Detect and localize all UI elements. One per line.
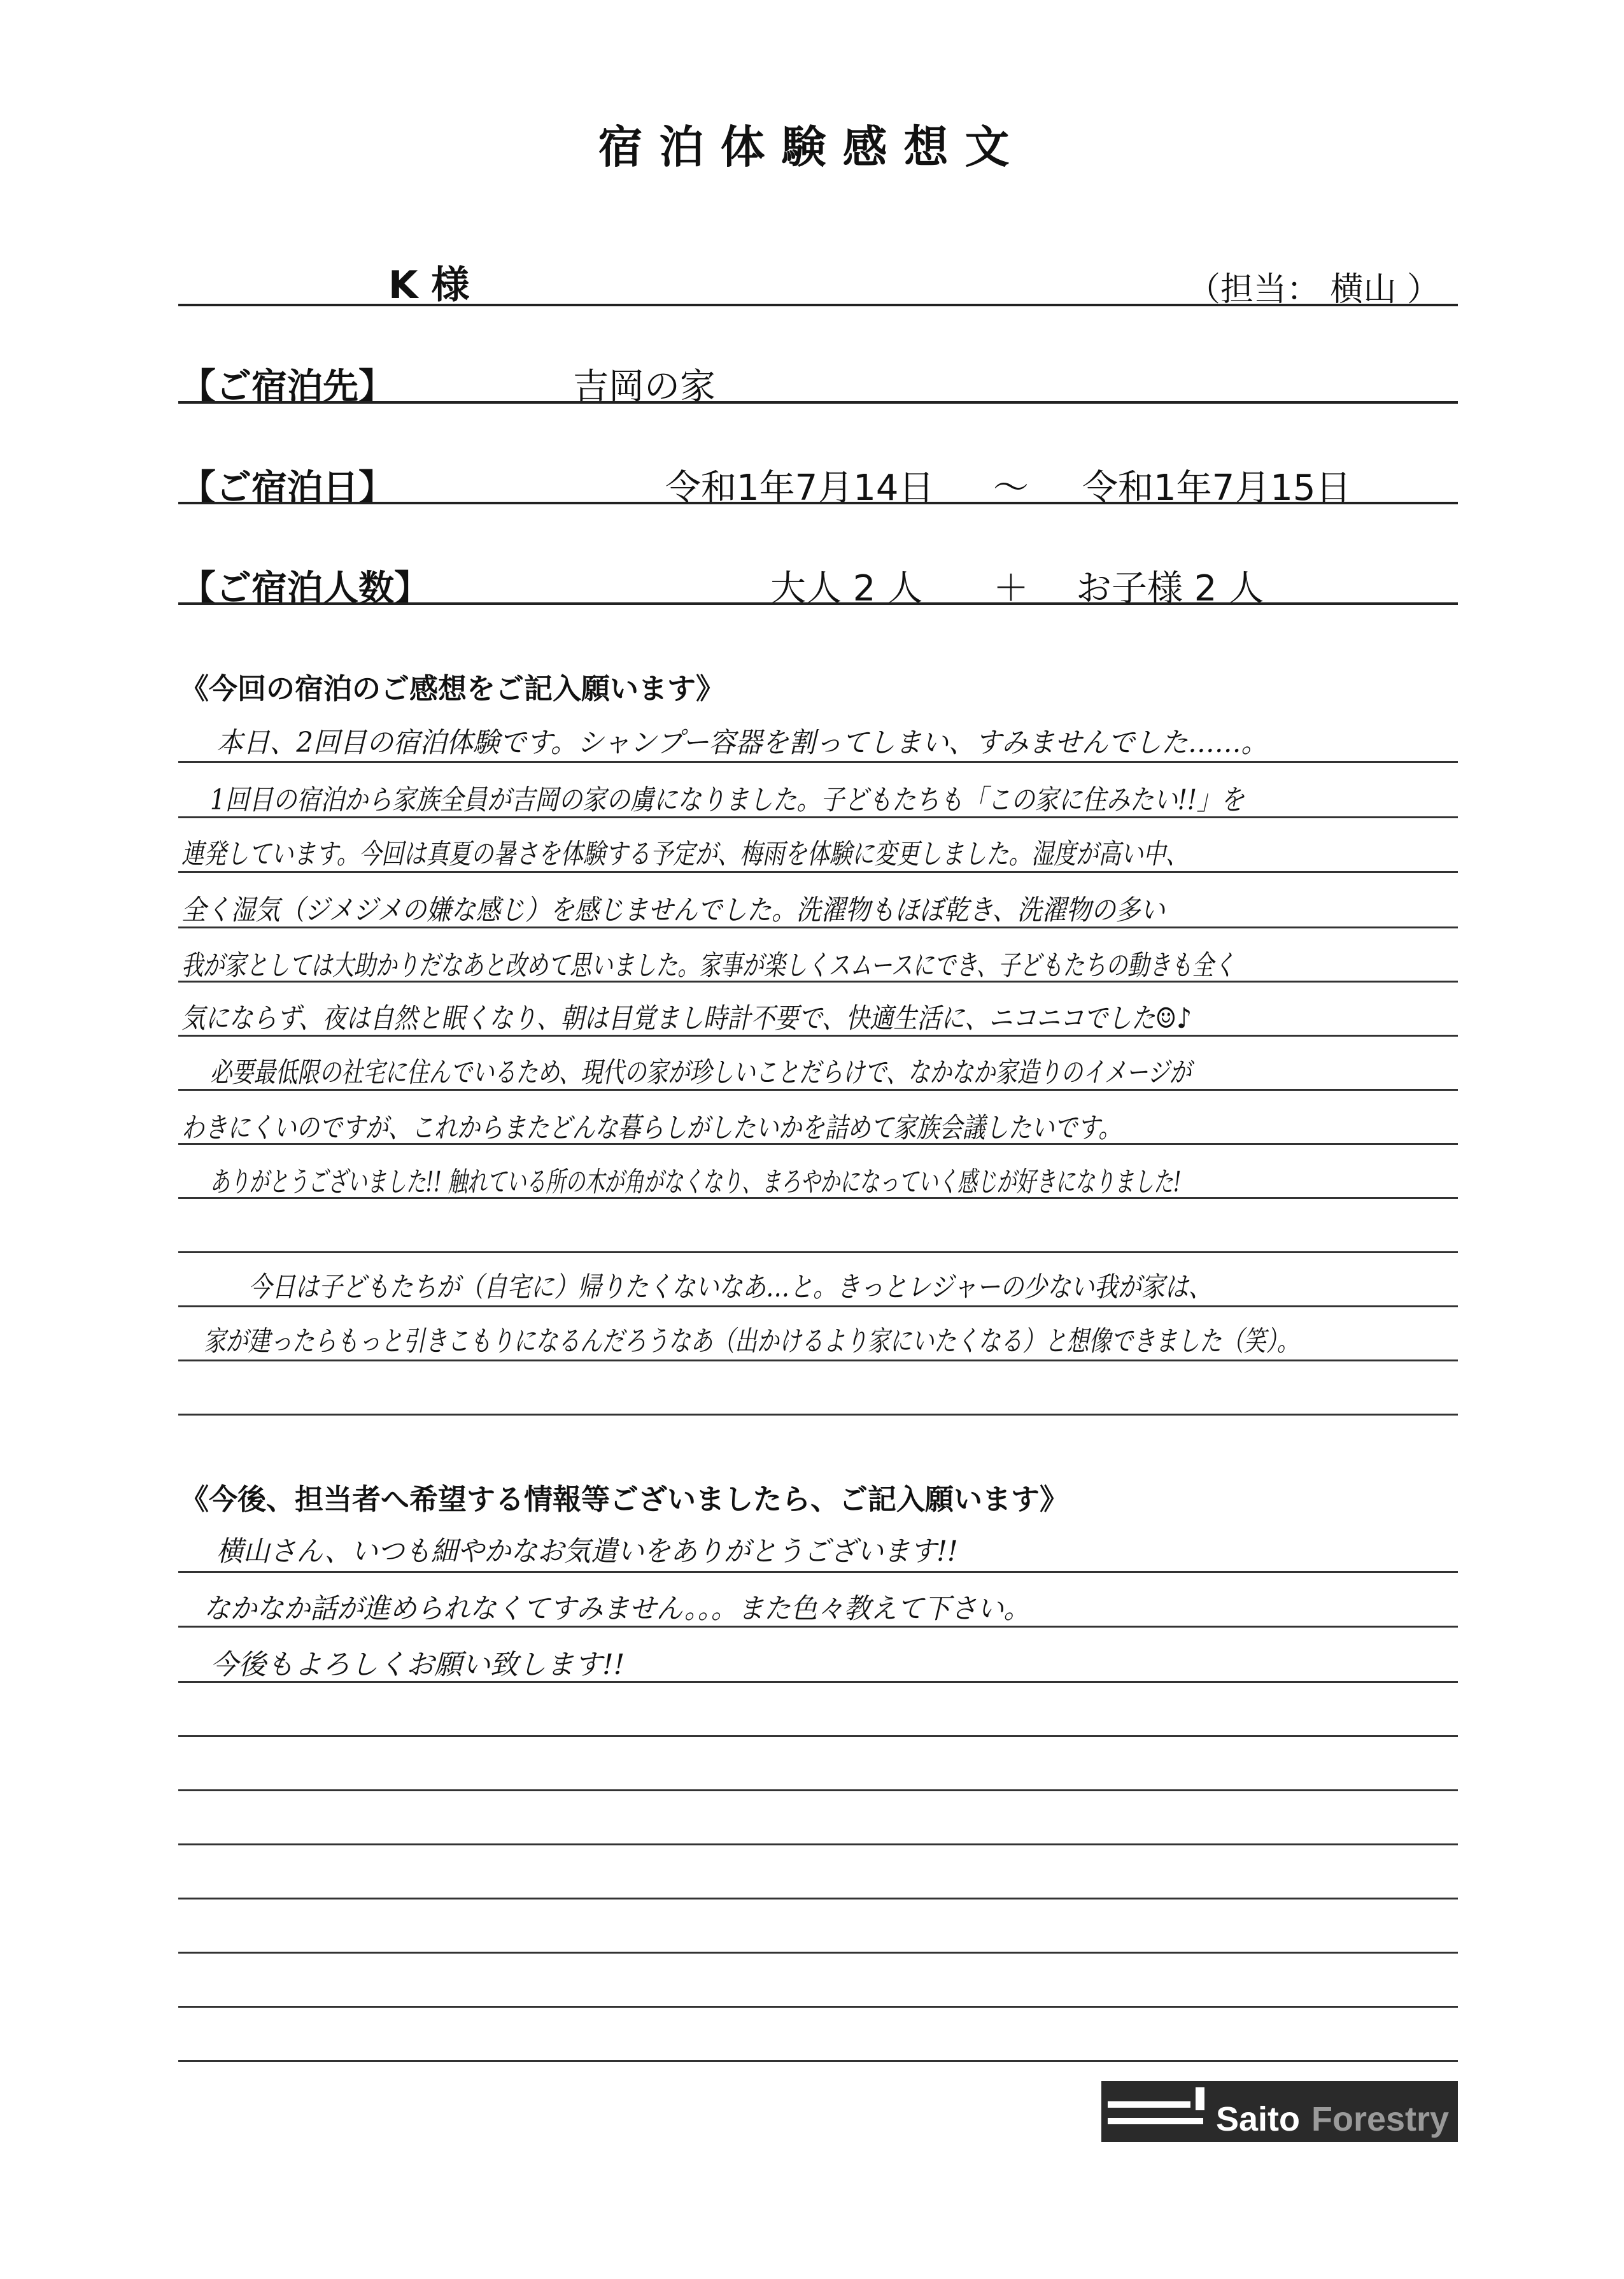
stay-date-separator: ～ — [993, 467, 1029, 509]
request-rule — [178, 1681, 1458, 1683]
document-title: 宿泊体験感想文 — [598, 121, 1026, 173]
request-rule — [178, 2060, 1458, 2062]
request-rule — [178, 1952, 1458, 1954]
impression-rule — [178, 761, 1458, 763]
impression-rule — [178, 1089, 1458, 1091]
impression-line: 家が建ったらもっと引きこもりになるんだろうなあ（出かけるより家にいたくなる）と想像できました（笑）。 — [204, 1325, 1299, 1358]
impression-line: 今日は子どもたちが（自宅に）帰りたくないなあ…と。きっとレジャーの少ない我が家は、 — [248, 1271, 1212, 1303]
stay-location-label: 【ご宿泊先】 — [180, 366, 394, 408]
staff-name: （担当： 横山 ） — [1187, 271, 1441, 309]
impression-rule — [178, 1305, 1458, 1307]
request-rule — [178, 1735, 1458, 1737]
saito-forestry-logo — [1101, 2076, 1458, 2146]
impression-line: 連発しています。今回は真夏の暑さを体験する予定が、梅雨を体験に変更しました。湿度が高い中、 — [181, 838, 1189, 870]
stay-date-from: 令和1年7月14日 — [665, 467, 935, 509]
logo-text-saito: Saito — [1216, 2100, 1301, 2138]
impression-rule — [178, 871, 1458, 873]
impression-line: 必要最低限の社宅に住んでいるため、現代の家が珍しいことだらけで、なかなか家造りのイメージが — [210, 1056, 1192, 1089]
customer-underline — [178, 304, 1458, 306]
impression-line: 本日、2回目の宿泊体験です。シャンプー容器を割ってしまい、すみませんでした……。 — [216, 727, 1268, 759]
impression-line: 我が家としては大助かりだなあと改めて思いました。家事が楽しくスムースにでき、子どもたちの動きも全く — [181, 949, 1236, 982]
guest-count-underline — [178, 602, 1458, 605]
impressions-heading: 《今回の宿泊のご感想をご記入願います》 — [180, 672, 725, 706]
request-rule — [178, 1571, 1458, 1573]
impression-rule — [178, 816, 1458, 818]
impression-rule — [178, 1197, 1458, 1199]
guest-count-label: 【ご宿泊人数】 — [180, 568, 430, 609]
impression-rule — [178, 1251, 1458, 1253]
request-rule — [178, 1843, 1458, 1845]
impression-line: 1回目の宿泊から家族全員が吉岡の家の虜になりました。子どもたちも「この家に住みたい!!」を — [210, 784, 1245, 816]
request-rule — [178, 1626, 1458, 1628]
logo-text-forestry: Forestry — [1311, 2100, 1450, 2138]
request-line: 横山さん、いつも細やかなお気遣いをありがとうございます!! — [216, 1535, 958, 1568]
request-line: なかなか話が進められなくてすみません。。。また色々教えて下さい。 — [204, 1593, 1031, 1625]
stay-location-underline — [178, 401, 1458, 404]
request-rule — [178, 1789, 1458, 1791]
request-rule — [178, 1898, 1458, 1899]
request-rule — [178, 2006, 1458, 2008]
impression-line: 全く湿気（ジメジメの嫌な感じ）を感じませんでした。洗濯物もほぼ乾き、洗濯物の多い — [181, 894, 1165, 927]
guest-plus: ＋ — [993, 568, 1029, 609]
stay-location-value: 吉岡の家 — [573, 366, 716, 408]
impression-rule — [178, 1143, 1458, 1145]
impression-rule — [178, 1360, 1458, 1361]
logo-mark-icon — [1101, 2076, 1458, 2146]
impression-rule — [178, 1414, 1458, 1416]
impression-line: わきにくいのですが、これからまたどんな暮らしがしたいかを詰めて家族会議したいです。 — [181, 1112, 1122, 1144]
impression-rule — [178, 927, 1458, 928]
customer-name: K 様 — [388, 263, 470, 308]
impression-rule — [178, 981, 1458, 983]
guest-children: お子様 2 人 — [1076, 568, 1264, 609]
request-line: 今後もよろしくお願い致します!! — [210, 1649, 625, 1681]
stay-date-underline — [178, 502, 1458, 504]
impression-line: 気にならず、夜は自然と眠くなり、朝は目覚まし時計不要で、快適生活に、ニコニコでした☺♪ — [181, 1002, 1192, 1035]
requests-heading: 《今後、担当者へ希望する情報等ございましたら、ご記入願います》 — [180, 1482, 1069, 1516]
impression-rule — [178, 1035, 1458, 1037]
stay-date-to: 令和1年7月15日 — [1082, 467, 1352, 509]
impression-line: ありがとうございました!! 触れている所の木が角がなくなり、まろやかになっていく感じが好きになりました! — [210, 1166, 1182, 1198]
stay-date-label: 【ご宿泊日】 — [180, 467, 394, 509]
guest-adults: 大人 2 人 — [770, 568, 923, 609]
